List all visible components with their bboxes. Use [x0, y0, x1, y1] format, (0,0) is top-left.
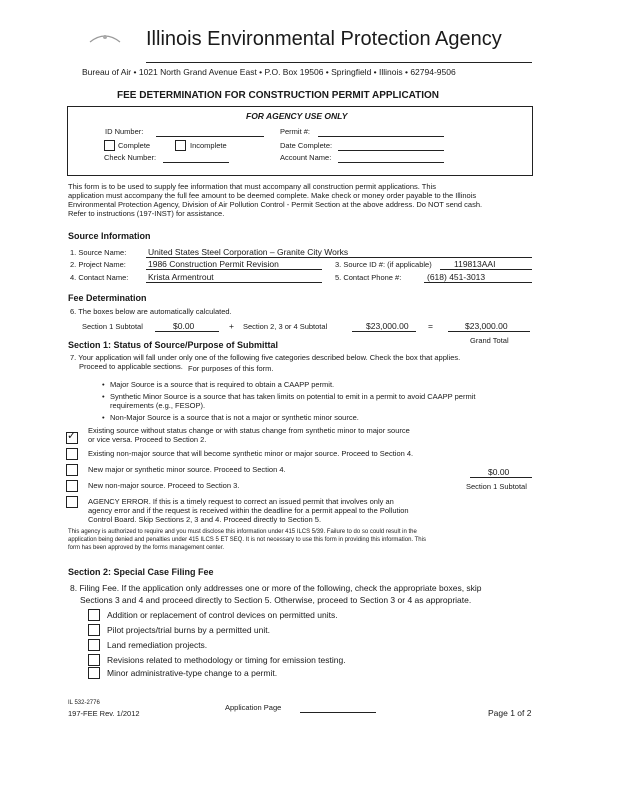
id-number-field[interactable] [156, 136, 264, 137]
check-number-field[interactable] [163, 162, 229, 163]
source-id-label: 3. Source ID #: (if applicable) [335, 260, 432, 269]
source-id-value[interactable]: 119813AAI [454, 259, 496, 269]
disclosure-line: This agency is authorized to require and you must disclose this information under 415 ILCS 5/39. Failure to do so could result in the [68, 529, 417, 535]
source-id-field [440, 269, 532, 270]
plus-sign: + [229, 321, 234, 331]
id-number-label: ID Number: [105, 127, 144, 136]
option-nonmajor-to-minor-checkbox[interactable] [66, 448, 78, 460]
option-existing-source-checkbox[interactable] [66, 429, 78, 444]
intro-line: This form is to be used to supply fee information that must accompany all construction permit applications. This [68, 182, 436, 191]
form-revision: 197-FEE Rev. 1/2012 [68, 709, 140, 718]
section1-subtotal-field [155, 331, 219, 332]
intro-line: Refer to instructions (197-INST) for assistance. [68, 209, 225, 218]
intro-line: application must accompany the full fee amount to be deemed complete. Make check or money order payable to the Illinois [68, 191, 477, 200]
date-complete-label: Date Complete: [280, 141, 333, 150]
permit-field[interactable] [318, 136, 444, 137]
contact-name-label: 4. Contact Name: [70, 273, 129, 282]
project-name-value[interactable]: 1986 Construction Permit Revision [148, 259, 279, 269]
option-text: or vice versa. Proceed to Section 2. [88, 435, 207, 444]
project-name-field [146, 269, 322, 270]
section1-subtotal-label: Section 1 Subtotal [82, 322, 143, 331]
minor-change-checkbox[interactable] [88, 667, 100, 679]
form-title: FEE DETERMINATION FOR CONSTRUCTION PERMIT APPLICATION [117, 90, 440, 101]
bullet-icon: • [102, 380, 105, 389]
application-page-label: Application Page [225, 703, 282, 712]
application-page-field[interactable] [300, 712, 376, 713]
account-name-field[interactable] [338, 162, 444, 163]
grand-total-field [448, 331, 530, 332]
incomplete-label: Incomplete [190, 141, 227, 150]
agency-address: Bureau of Air • 1021 North Grand Avenue East • P.O. Box 19506 • Springfield • Illinois • 62794-9506 [82, 67, 456, 77]
option-text: AGENCY ERROR. If this is a timely request to correct an issued permit that involves only an [88, 497, 394, 506]
option-new-major-checkbox[interactable] [66, 464, 78, 476]
incomplete-checkbox[interactable] [175, 140, 186, 151]
pilot-projects-checkbox[interactable] [88, 624, 100, 636]
bullet-icon: • [102, 392, 105, 401]
source-info-heading: Source Information [68, 231, 151, 241]
option-text: New non-major source. Proceed to Section 3. [88, 481, 240, 490]
item8-text: Sections 3 and 4 and proceed directly to Section 5. Otherwise, proceed to Section 3 or 4 as appropriate. [80, 595, 472, 605]
contact-name-field [146, 282, 322, 283]
fee-determination-heading: Fee Determination [68, 293, 147, 303]
option-text: Control Board. Skip Sections 2, 3 and 4. Proceed directly to Section 5. [88, 515, 322, 524]
complete-label: Complete [118, 141, 151, 150]
filing-item: Addition or replacement of control devices on permitted units. [107, 610, 338, 620]
section234-subtotal-value[interactable]: $23,000.00 [366, 321, 409, 331]
project-name-label: 2. Project Name: [70, 260, 126, 269]
header-rule [146, 62, 532, 63]
check-mark-icon: ✓ [67, 429, 77, 442]
bullet-text: Synthetic Minor Source is a source that has taken limits on potential to emit in a permit to avoid CAAPP permit [110, 392, 476, 401]
section234-subtotal-label: Section 2, 3 or 4 Subtotal [243, 322, 328, 331]
bullet-icon: • [102, 413, 105, 422]
option-new-nonmajor-checkbox[interactable] [66, 480, 78, 492]
section234-subtotal-field [352, 331, 416, 332]
filing-item: Land remediation projects. [107, 640, 208, 650]
option-agency-error-checkbox[interactable] [66, 496, 78, 508]
equals-sign: = [428, 321, 433, 331]
agency-logo [88, 28, 122, 46]
form-code: IL 532-2776 [68, 700, 100, 706]
section1-subtotal-amount-field [470, 477, 532, 478]
section1-subtotal-caption: Section 1 Subtotal [466, 482, 527, 491]
check-number-label: Check Number: [104, 153, 157, 162]
grand-total-label: Grand Total [470, 336, 509, 345]
option-text: agency error and if the request is received within the deadline for a permit appeal to the Pollution [88, 506, 409, 515]
bullet-text: Major Source is a source that is required to obtain a CAAPP permit. [110, 380, 335, 389]
filing-item: Minor administrative-type change to a permit. [107, 668, 278, 678]
grand-total-value[interactable]: $23,000.00 [465, 321, 508, 331]
land-remediation-checkbox[interactable] [88, 639, 100, 651]
date-complete-field[interactable] [338, 150, 444, 151]
filing-item: Pilot projects/trial burns by a permitted unit. [107, 625, 270, 635]
agency-title: Illinois Environmental Protection Agency [146, 28, 502, 50]
filing-item: Revisions related to methodology or timing for emission testing. [107, 655, 346, 665]
disclosure-line: application being denied and penalties under 415 ILCS 5 ET SEQ. It is not necessary to use this form in providing this information. This [68, 537, 426, 543]
emission-testing-checkbox[interactable] [88, 654, 100, 666]
fee-note: 6. The boxes below are automatically calculated. [70, 307, 232, 316]
purposes-text: For purposes of this form. [188, 364, 274, 373]
section1-heading: Section 1: Status of Source/Purpose of Submittal [68, 340, 279, 350]
contact-phone-label: 5. Contact Phone #: [335, 273, 402, 282]
contact-phone-field [424, 282, 532, 283]
contact-phone-value[interactable]: (618) 451-3013 [427, 272, 486, 282]
source-name-label: 1. Source Name: [70, 248, 127, 257]
source-name-field [146, 257, 532, 258]
complete-checkbox[interactable] [104, 140, 115, 151]
option-text: Existing source without status change or with status change from synthetic minor to major source [88, 426, 410, 435]
section2-heading: Section 2: Special Case Filing Fee [68, 567, 214, 577]
permit-label: Permit #: [280, 127, 311, 136]
item7-text: Proceed to applicable sections. [79, 362, 183, 371]
control-devices-checkbox[interactable] [88, 609, 100, 621]
bullet-text: requirements (e.g., FESOP). [110, 401, 206, 410]
agency-use-heading: FOR AGENCY USE ONLY [246, 111, 348, 121]
page-number: Page 1 of 2 [488, 708, 532, 718]
account-name-label: Account Name: [280, 153, 332, 162]
item7-text: 7. Your application will fall under only one of the following five categories described below. Check the box that applies. [70, 353, 461, 362]
contact-name-value[interactable]: Krista Armentrout [148, 272, 214, 282]
option-text: New major or synthetic minor source. Proceed to Section 4. [88, 465, 286, 474]
option-text: Existing non-major source that will become synthetic minor or major source. Proceed to Section 4. [88, 449, 414, 458]
section1-subtotal-amount[interactable]: $0.00 [488, 467, 510, 477]
section1-subtotal-value[interactable]: $0.00 [173, 321, 195, 331]
bullet-text: Non-Major Source is a source that is not a major or synthetic minor source. [110, 413, 359, 422]
disclosure-line: form has been approved by the forms management center. [68, 545, 225, 551]
item8-text: 8. Filing Fee. If the application only addresses one or more of the following, check the appropriate boxes, skip [70, 583, 482, 593]
source-name-value[interactable]: United States Steel Corporation – Granite City Works [148, 247, 349, 257]
intro-line: Environmental Protection Agency, Division of Air Pollution Control - Permit Section at the above address. Do NOT send cash. [68, 200, 483, 209]
